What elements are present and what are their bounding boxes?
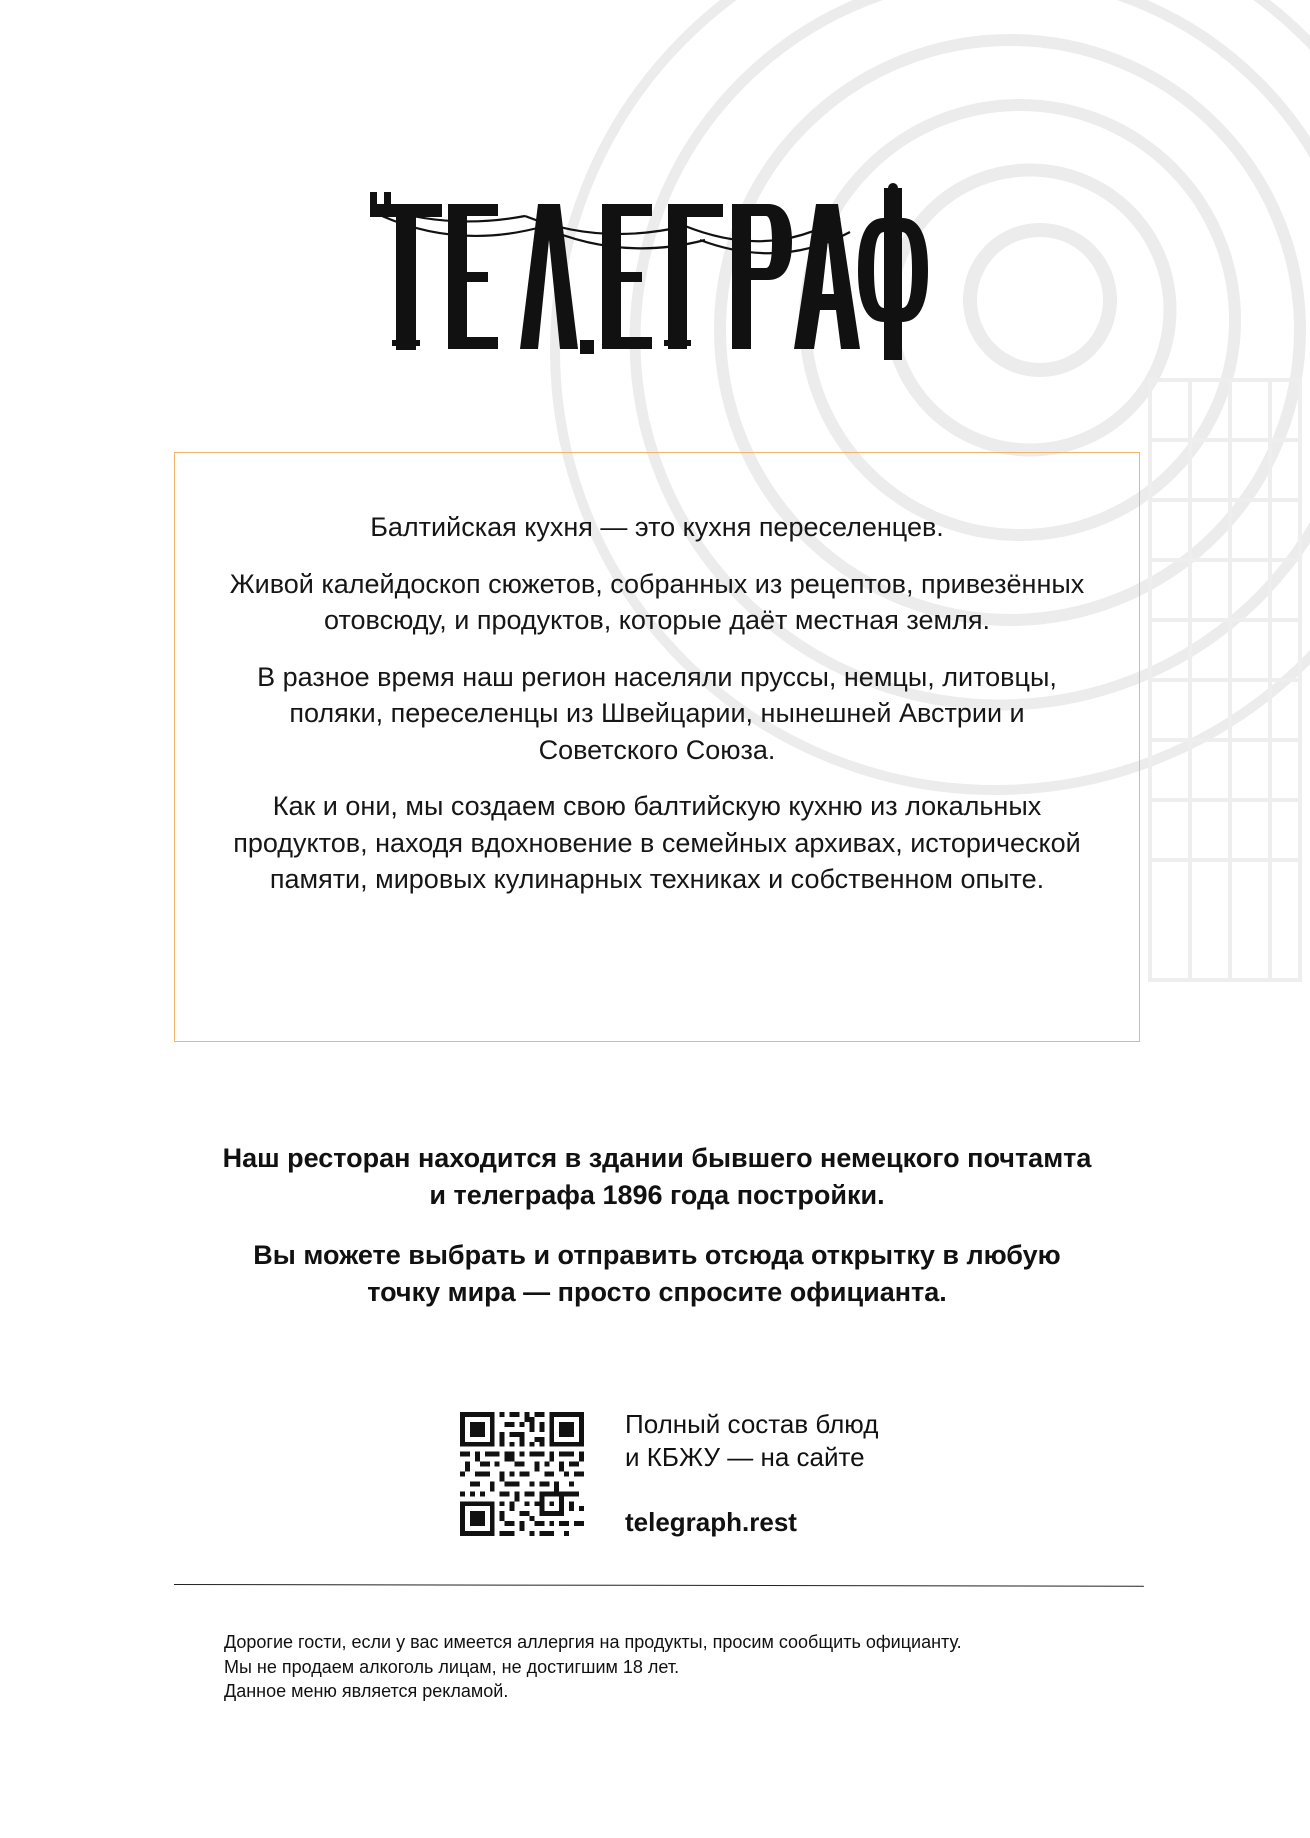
alcohol-note: Мы не продаем алкоголь лицам, не достигшим 18 лет. <box>224 1656 680 1677</box>
intro-box <box>174 452 1140 1042</box>
qr-caption-line-2: и КБЖУ — на сайте <box>625 1442 865 1472</box>
qr-caption-line-1: Полный состав блюд <box>625 1409 879 1439</box>
footer-notes <box>224 1630 962 1704</box>
allergy-note: Дорогие гости, если у вас имеется аллергия на продукты, просим сообщить официанту. <box>224 1632 962 1652</box>
qr-caption <box>625 1408 878 1474</box>
advertising-note: Данное меню является рекламой. <box>224 1681 509 1701</box>
intro-paragraph-2: Живой калейдоскоп сюжетов, собранных из рецептов, привезённых отовсюду, и продуктов, которые даёт местная земля. <box>229 568 1085 635</box>
qr-code-icon[interactable] <box>460 1412 584 1536</box>
telegraph-logo <box>370 180 940 360</box>
intro-paragraph-1: Балтийская кухня — это кухня переселенцев. <box>370 512 944 542</box>
intro-paragraph-4: Как и они, мы создаем свою балтийскую кухню из локальных продуктов, находя вдохновение в семейных архивах, исторической памяти, мировых кулинарных техниках и собственном опыте. <box>233 791 1081 894</box>
info-section <box>174 1140 1140 1334</box>
divider <box>174 1584 1144 1587</box>
postcard-text: Вы можете выбрать и отправить отсюда открытку в любую точку мира — просто спросите официанта. <box>253 1240 1061 1307</box>
building-history-text: Наш ресторан находится в здании бывшего немецкого почтамта и телеграфа 1896 года постройки. <box>222 1143 1092 1210</box>
intro-paragraph-3: В разное время наш регион населяли пруссы, немцы, литовцы, поляки, переселенцы из Швейцарии, нынешней Австрии и Советского Союза. <box>257 661 1057 765</box>
website-link[interactable]: telegraph.rest <box>625 1507 797 1537</box>
